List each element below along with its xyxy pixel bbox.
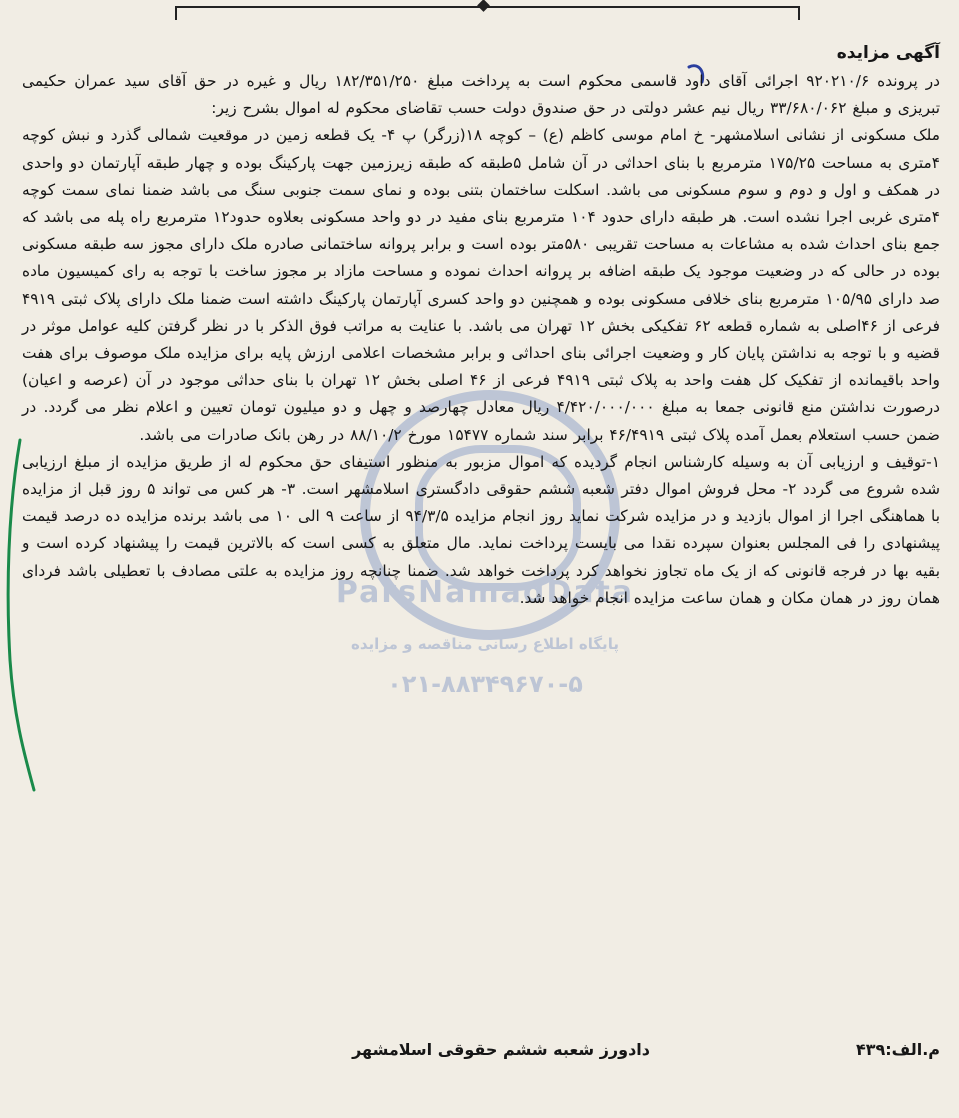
notice-title: آگهی مزایده: [836, 43, 940, 63]
watermark-caption: پایگاه اطلاع رسانی مناقصه و مزایده: [351, 635, 619, 653]
reference-code: م.الف:۴۳۹: [855, 1040, 940, 1059]
notice-paragraph-terms: ۱-توقیف و ارزیابی آن به وسیله کارشناس انجام گردیده که اموال مزبور به منظور استیفای حق محکوم له از طریق مزایده از مبلغ ارزیابی شده شروع می گردد ۲- محل فروش اموال دفتر شعبه ششم حقوقی دادگستری اسلامشهر است. ۳- هر کس می تواند ۵ روز قبل از مزایده با هماهنگی اجرا از اموال بازدید و در مزایده شرکت نماید روز انجام مزایده ۹۴/۳/۵ از ساعت ۹ الی ۱۰ می باشد برنده مزایده ده درصد قیمت پیشنهادی را فی المجلس بعنوان سپرده نقدا می بایست پرداخت نماید. مال متعلق به کسی است که بالاترین قیمت را پیشنهاد کرده است و بقیه بها در فرجه قانونی که از یک ماه تجاوز نخواهد کرد پرداخت خواهد شد. ضمنا چنانچه روز مزایده به علتی مصادف با تعطیلی باشد فردای همان روز در همان مکان و همان ساعت مزایده انجام خواهد شد.: [22, 452, 941, 607]
signature-line: دادورز شعبه ششم حقوقی اسلامشهر: [352, 1040, 650, 1059]
notice-footer: [22, 1037, 940, 1063]
top-rule-right-end: [798, 8, 800, 20]
top-rule-left-end: [175, 8, 177, 20]
watermark-site-name: ParsNamadData: [335, 575, 635, 610]
watermark-phone: ۰۲۱-۸۸۳۴۹۶۷۰-۵: [387, 670, 583, 698]
top-rule-ornament: [477, 0, 490, 12]
auction-notice: [22, 40, 940, 1070]
notice-paragraph-case: در پرونده ۹۲۰۲۱۰/۶ اجرائی آقای داود قاسمی محکوم است به پرداخت مبلغ ۱۸۲/۳۵۱/۲۵۰ ریال و غیره در حق آقای سید عمران حکیمی تبریزی و مبلغ ۳۳/۶۸۰/۰۶۲ ریال نیم عشر دولتی در حق صندوق دولت حسب تقاضای محکوم له اموال بشرح زیر:: [22, 72, 940, 118]
notice-paragraph-property: ملک مسکونی از نشانی اسلامشهر- خ امام موسی کاظم (ع) – کوچه ۱۸(زرگر) پ ۴- یک قطعه زمین در موقعیت شمالی گذرد و نبش کوچه ۴متری به مساحت ۱۷۵/۲۵ مترمربع با بنای احداثی در آن شامل ۵طبقه که طبقه زیرزمین جهت پارکینگ بوده و چهار طبقه آپارتمان دو واحدی در همکف و اول و دوم و سوم مسکونی می باشد. اسکلت ساختمان بتنی بوده و نمای سمت جنوبی سنگ می باشد ضمنا نمای سمت کوچه ۴متری غربی اجرا نشده است. هر طبقه دارای حدود ۱۰۴ مترمربع بنای مفید در دو واحد مسکونی بعلاوه حدود۱۲ مترمربع راه پله می باشد که جمع بنای احداث شده به مشاعات به مساحت تقریبی ۵۸۰متر بوده است و برابر پروانه ساختمانی صادره ملک دارای مجوز سه طبقه مسکونی بوده در حالی که در وضعیت موجود یک طبقه اضافه بر پروانه احداث نموده و مساحت مازاد بر مجوز ساخت با توجه به رای کمیسیون ماده صد دارای ۱۰۵/۹۵ مترمربع بنای خلافی مسکونی بوده و همچنین دو واحد کسری آپارتمان پارکینگ داشته است ضمنا ملک دارای پلاک ثبتی ۴۹۱۹ فرعی از ۴۶اصلی به شماره قطعه ۶۲ تفکیکی بخش ۱۲ تهران می باشد. با عنایت به مراتب فوق الذکر با در نظر گرفتن کلیه عوامل موثر در قضیه و با توجه به نداشتن پایان کار و وضعیت اجرائی بنای احداثی و برابر مشخصات اعلامی ارزش پایه برای مزایده ملک موصوف برای هفت واحد باقیمانده از تفکیک کل هفت واحد به پلاک ثبتی ۴۹۱۹ فرعی از ۴۶ اصلی بخش ۱۲ تهران با بنای حداثی موجود در آن (عرصه و اعیان) درصورت نداشتن منع قانونی جمعا به مبلغ ۴/۴۲۰/۰۰۰/۰۰۰ ریال معادل چهارصد و چهل و دو میلیون تومان تعیین و اعلام نظر می گردد. در ضمن حسب استعلام بعمل آمده پلاک ثبتی ۴۶/۴۹۱۹ برابر سند شماره ۱۵۴۷۷ مورخ ۸۸/۱۰/۲ در رهن بانک صادرات می باشد.: [22, 126, 941, 444]
